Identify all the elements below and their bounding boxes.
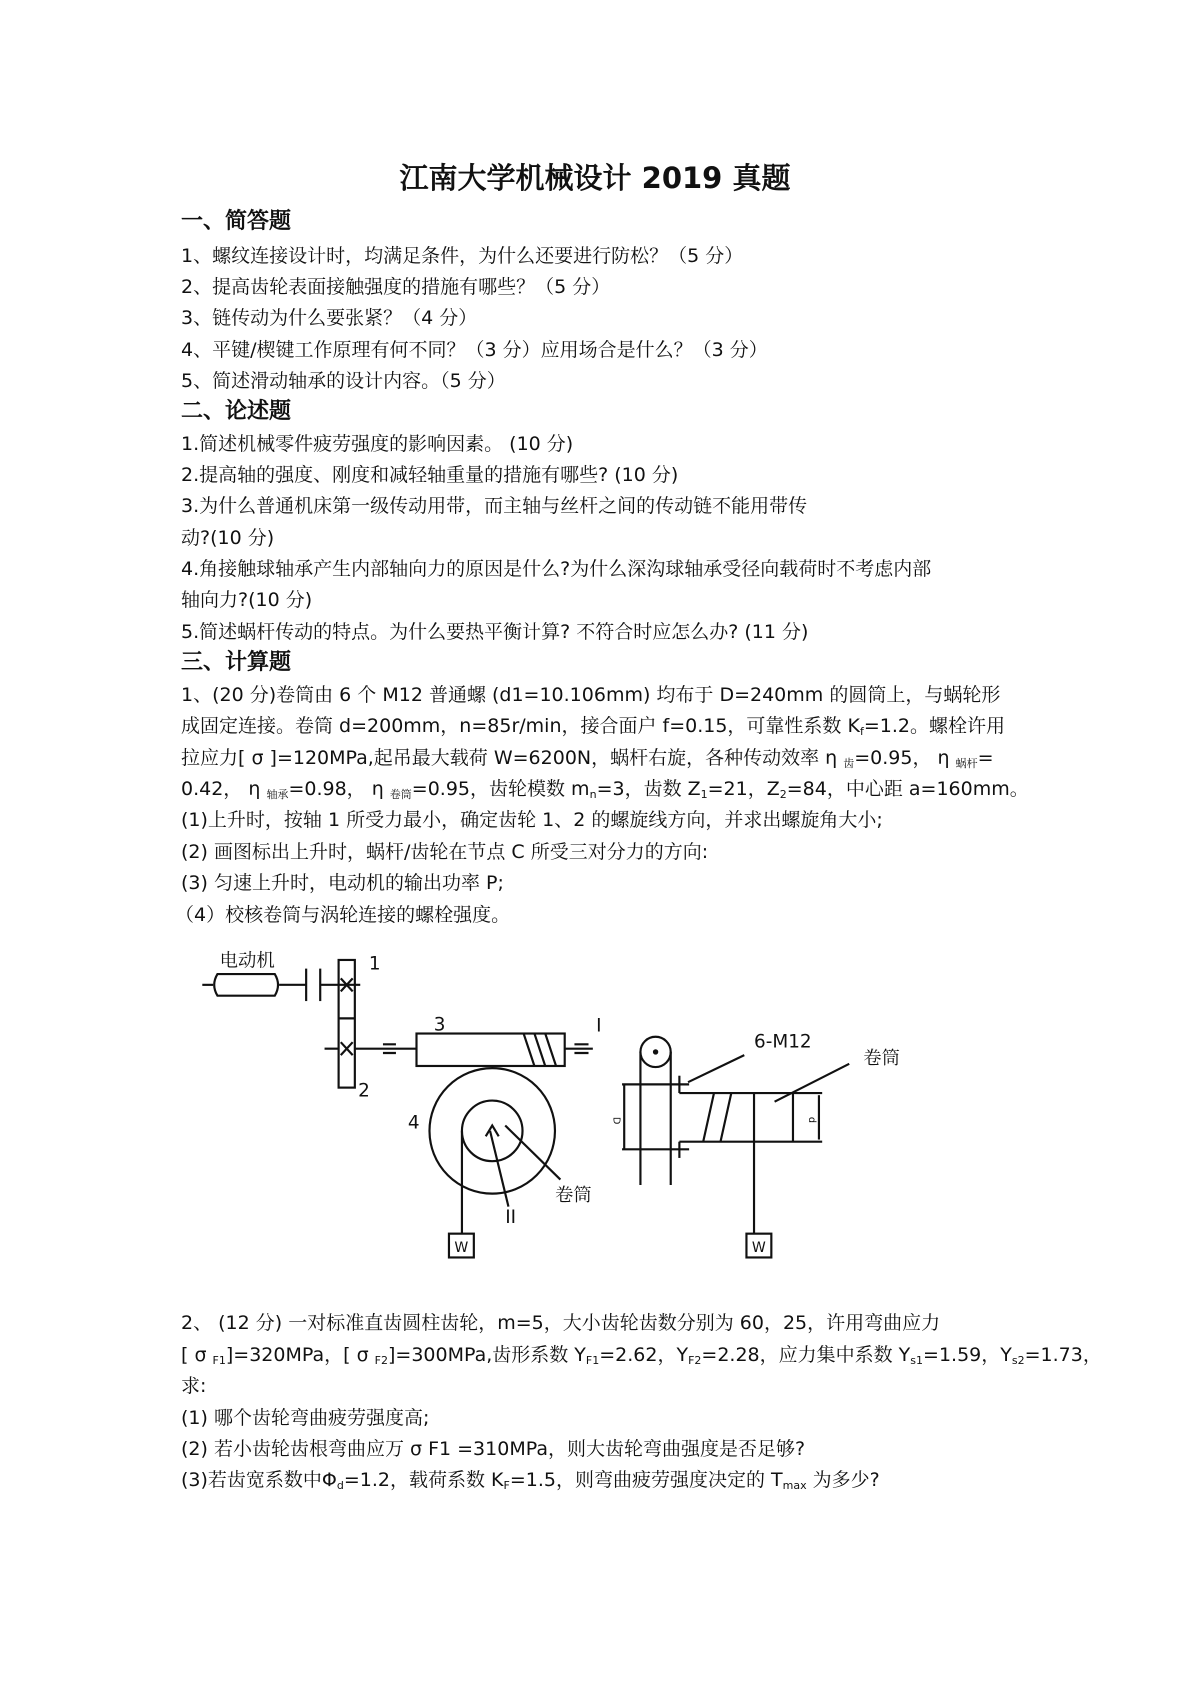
sub-question: (1) 哪个齿轮弯曲疲劳强度高; [181, 1407, 430, 1429]
question: 4、平键/楔键工作原理有何不同？（3 分）应用场合是什么？（3 分） [181, 339, 768, 361]
question: 1、螺纹连接设计时，均满足条件，为什么还要进行防松？（5 分） [181, 245, 744, 267]
label-2: 2 [358, 1080, 370, 1102]
question: 2.提高轴的强度、刚度和减轻轴重量的措施有哪些? (10 分) [181, 464, 679, 486]
worm-wheel [429, 1068, 560, 1257]
problem-line: 2、 (12 分) 一对标准直齿圆柱齿轮，m=5，大小齿轮齿数分别为 60，25，许用弯曲应力 [181, 1312, 941, 1334]
problem-line: [ σ $_{F1}$]=320MPa，[ σ $_{F2}$]=300MPa,齿形系数 $Y_{F1}=2.62$，$Y_{F2}=2.28$，应力集中系数 $Y_{s1}=1.59$，$Y_{s2}=1.73$， [181, 1344, 1102, 1367]
sub-question: (2) 若小齿轮齿根弯曲应万 σ F1 =310MPa，则大齿轮弯曲强度是否足够? [181, 1438, 806, 1460]
question: 5、简述滑动轴承的设计内容。（5 分） [181, 370, 506, 392]
sub-question: (3) 匀速上升时，电动机的输出功率 P; [181, 872, 504, 894]
sub-question: (1)上升时，按轴 1 所受力最小，确定齿轮 1、2 的螺旋线方向，并求出螺旋角大小; [181, 809, 883, 831]
label-4: 4 [407, 1112, 420, 1134]
section-heading: 二、论述题 [181, 399, 292, 424]
problem-line: 成固定连接。卷筒 d=200mm，n=85r/min，接合面户 f=0.15，可靠性系数 $K_f=1.2$。螺栓许用 [181, 715, 1005, 738]
problem-line: 0.42， η $_{轴承}$=0.98， η $_{卷筒}$=0.95，齿轮模数 $m_n=3$，齿数 $Z_1=21$，$Z_2=84$，中心距 a=160mm。 [181, 778, 1029, 801]
motor [202, 969, 360, 1001]
question: 动?(10 分) [181, 527, 275, 549]
sub-question: （4）校核卷筒与涡轮连接的螺栓强度。 [175, 904, 511, 926]
worm [417, 1034, 593, 1066]
label-1: 1 [368, 953, 381, 975]
question: 3.为什么普通机床第一级传动用带，而主轴与丝杆之间的传动链不能用带传 [181, 495, 808, 517]
question: 1.简述机械零件疲劳强度的影响因素。 (10 分) [181, 433, 574, 455]
label-shaft-II: II [505, 1206, 517, 1228]
sub-question: (3)若齿宽系数中$\Phi_d=1.2$，载荷系数 $K_F=1.5$，则弯曲疲劳强度决定的 $T_{max}$ 为多少? [181, 1469, 880, 1492]
gear-pair [325, 960, 417, 1088]
problem-line: 求: [181, 1375, 207, 1397]
page-title: 江南大学机械设计 2019 真题 [399, 161, 791, 195]
question: 4.角接触球轴承产生内部轴向力的原因是什么?为什么深沟球轴承受径向载荷时不考虑内部 [181, 558, 932, 580]
label-drum-2: 卷筒 [863, 1047, 901, 1069]
drum-section [622, 1037, 849, 1258]
section-heading: 一、简答题 [181, 209, 292, 234]
weight-label: W [454, 1240, 469, 1257]
label-3: 3 [433, 1014, 446, 1036]
question: 5.简述蜗杆传动的特点。为什么要热平衡计算? 不符合时应怎么办? (11 分) [181, 621, 809, 643]
sub-question: (2) 画图标出上升时，蜗杆/齿轮在节点 C 所受三对分力的方向: [181, 841, 709, 863]
problem-line: 1、(20 分)卷筒由 6 个 M12 普通螺 (d1=10.106mm) 均布于 D=240mm 的圆筒上，与蜗轮形 [181, 684, 1001, 706]
section-heading: 三、计算题 [181, 650, 292, 675]
question: 2、提高齿轮表面接触强度的措施有哪些？（5 分） [181, 276, 611, 298]
label-d: d [806, 1116, 818, 1123]
label-bolts: 6-M12 [754, 1031, 812, 1053]
label-motor: 电动机 [219, 950, 275, 972]
question: 3、链传动为什么要张紧？（4 分） [181, 307, 478, 329]
question: 轴向力?(10 分) [181, 589, 313, 611]
label-drum: 卷筒 [554, 1185, 592, 1207]
label-D: D [610, 1116, 622, 1125]
label-shaft-I: I [596, 1015, 602, 1037]
problem-line: 拉应力[ σ ]=120MPa,起吊最大载荷 W=6200N，蜗杆右旋，各种传动效率 η $_齿$=0.95， η $_{蜗杆}$= [181, 747, 994, 770]
weight-label: W [751, 1240, 766, 1257]
